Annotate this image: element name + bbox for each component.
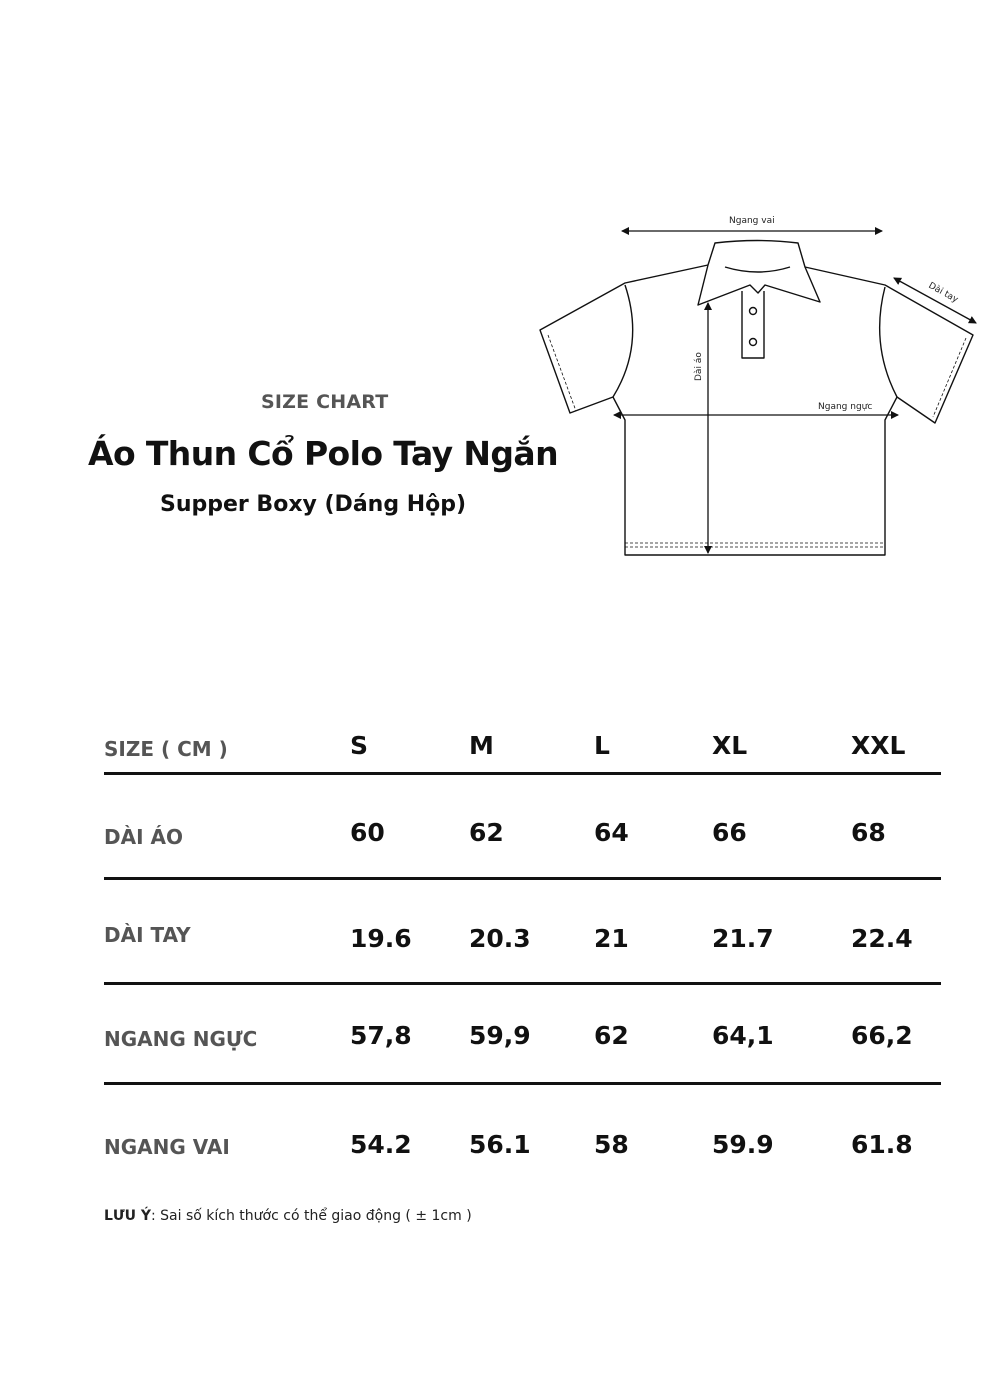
row-value: 64,1 — [712, 1021, 774, 1050]
left-sleeve-seam — [613, 285, 633, 397]
header-size-s: S — [350, 731, 369, 760]
header-size-label: SIZE ( CM ) — [104, 737, 228, 761]
product-subtitle: Supper Boxy (Dáng Hộp) — [160, 492, 467, 517]
row-value: 59,9 — [469, 1021, 531, 1050]
row-value: 58 — [594, 1130, 629, 1159]
row-value: 21 — [594, 924, 629, 953]
row-value: 68 — [851, 818, 886, 847]
product-title: Áo Thun Cổ Polo Tay Ngắn — [88, 434, 558, 473]
row-value: 60 — [350, 818, 385, 847]
row-value: 57,8 — [350, 1021, 412, 1050]
chest-label: Ngang ngực — [818, 402, 873, 412]
row-value: 64 — [594, 818, 629, 847]
row-value: 62 — [469, 818, 504, 847]
placket — [742, 291, 764, 358]
polo-shirt-diagram — [530, 205, 990, 575]
note-prefix: LƯU Ý — [104, 1208, 151, 1224]
header-size-l: L — [594, 731, 610, 760]
row-value: 20.3 — [469, 924, 531, 953]
row-value: 19.6 — [350, 924, 412, 953]
row-value: 56.1 — [469, 1130, 531, 1159]
shirt-outline — [540, 265, 973, 555]
note-text: : Sai số kích thước có thể giao động ( ± 1cm ) — [151, 1208, 472, 1224]
header-size-xxl: XXL — [851, 731, 906, 760]
row-value: 62 — [594, 1021, 629, 1050]
collar — [698, 241, 820, 306]
sleeve-label: Dài tay — [926, 280, 960, 306]
header-size-xl: XL — [712, 731, 748, 760]
row-value: 22.4 — [851, 924, 913, 953]
table-divider — [104, 982, 941, 985]
row-value: 59.9 — [712, 1130, 774, 1159]
row-label: DÀI TAY — [104, 923, 191, 947]
right-sleeve-seam — [880, 287, 897, 397]
table-divider — [104, 1082, 941, 1085]
row-label: NGANG VAI — [104, 1135, 230, 1159]
header-size-m: M — [469, 731, 494, 760]
row-value: 66 — [712, 818, 747, 847]
row-value: 66,2 — [851, 1021, 913, 1050]
row-value: 21.7 — [712, 924, 774, 953]
row-label: DÀI ÁO — [104, 825, 183, 849]
row-value: 54.2 — [350, 1130, 412, 1159]
row-value: 61.8 — [851, 1130, 913, 1159]
table-divider — [104, 772, 941, 775]
size-chart-eyebrow: SIZE CHART — [261, 391, 389, 413]
shoulder-label: Ngang vai — [729, 216, 775, 226]
row-label: NGANG NGỰC — [104, 1027, 258, 1051]
sizing-note — [104, 1208, 472, 1224]
table-divider — [104, 877, 941, 880]
length-label: Dài áo — [694, 352, 704, 381]
